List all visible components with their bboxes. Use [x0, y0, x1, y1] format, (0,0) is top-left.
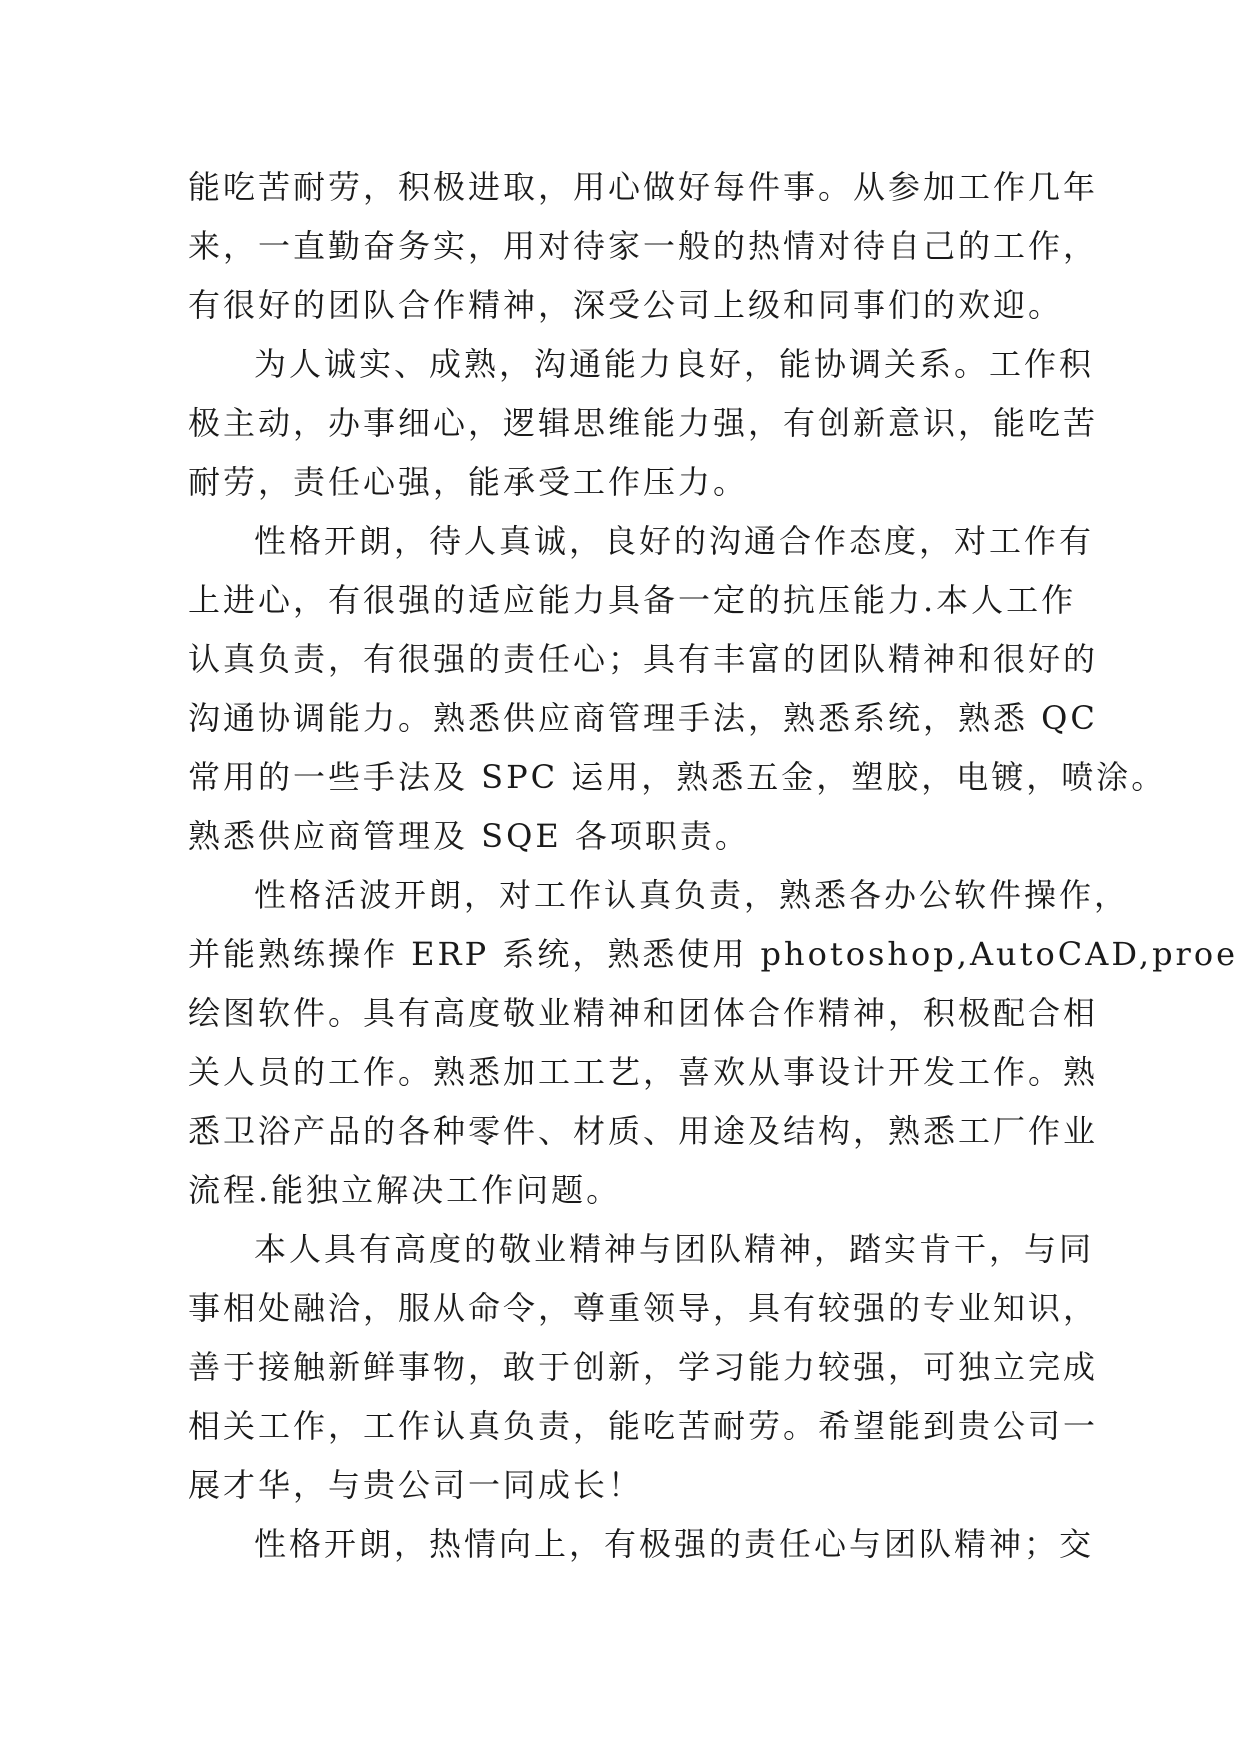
paragraph-6 [188, 1515, 1095, 1574]
text-line: 事相处融洽，服从命令，尊重领导，具有较强的专业知识， [188, 1289, 1099, 1327]
text-line: 能吃苦耐劳，积极进取，用心做好每件事。从参加工作几年 [188, 168, 1099, 206]
text-line: 极主动，办事细心，逻辑思维能力强，有创新意识，能吃苦 [188, 404, 1099, 442]
text-line: 性格开朗，待人真诚，良好的沟通合作态度，对工作有 [254, 522, 1095, 560]
text-line: 沟通协调能力。熟悉供应商管理手法，熟悉系统，熟悉 QC [188, 699, 1098, 737]
text-line: 熟悉供应商管理及 SQE 各项职责。 [188, 817, 750, 855]
text-line: 关人员的工作。熟悉加工工艺，喜欢从事设计开发工作。熟 [188, 1053, 1099, 1091]
text-line: 相关工作，工作认真负责，能吃苦耐劳。希望能到贵公司一 [188, 1407, 1099, 1445]
document-page [188, 158, 1239, 1574]
text-line: 并能熟练操作 ERP 系统，熟悉使用 photoshop,AutoCAD,proe [188, 935, 1239, 973]
text-line: 认真负责，有很强的责任心；具有丰富的团队精神和很好的 [188, 640, 1099, 678]
text-line: 来，一直勤奋务实，用对待家一般的热情对待自己的工作， [188, 227, 1099, 265]
text-line: 善于接触新鲜事物，敢于创新，学习能力较强，可独立完成 [188, 1348, 1099, 1386]
text-line: 为人诚实、成熟，沟通能力良好，能协调关系。工作积 [254, 345, 1095, 383]
paragraph-3 [188, 512, 1167, 866]
text-line: 有很好的团队合作精神，深受公司上级和同事们的欢迎。 [188, 286, 1064, 324]
text-line: 悉卫浴产品的各种零件、材质、用途及结构，熟悉工厂作业 [188, 1112, 1099, 1150]
paragraph-2 [188, 335, 1099, 512]
text-line: 展才华，与贵公司一同成长！ [188, 1466, 644, 1504]
text-line: 常用的一些手法及 SPC 运用，熟悉五金，塑胶，电镀，喷涂。 [188, 758, 1167, 796]
paragraph-1 [188, 158, 1099, 335]
text-line: 上进心，有很强的适应能力具备一定的抗压能力.本人工作 [188, 581, 1077, 619]
text-line: 耐劳，责任心强，能承受工作压力。 [188, 463, 749, 501]
text-line: 本人具有高度的敬业精神与团队精神，踏实肯干，与同 [254, 1230, 1095, 1268]
paragraph-5 [188, 1220, 1099, 1515]
text-line: 流程.能独立解决工作问题。 [188, 1171, 622, 1209]
text-line: 绘图软件。具有高度敬业精神和团体合作精神，积极配合相 [188, 994, 1099, 1032]
text-line: 性格开朗，热情向上，有极强的责任心与团队精神；交 [254, 1525, 1095, 1563]
text-line: 性格活波开朗，对工作认真负责，熟悉各办公软件操作， [254, 876, 1130, 914]
paragraph-4 [188, 866, 1239, 1220]
